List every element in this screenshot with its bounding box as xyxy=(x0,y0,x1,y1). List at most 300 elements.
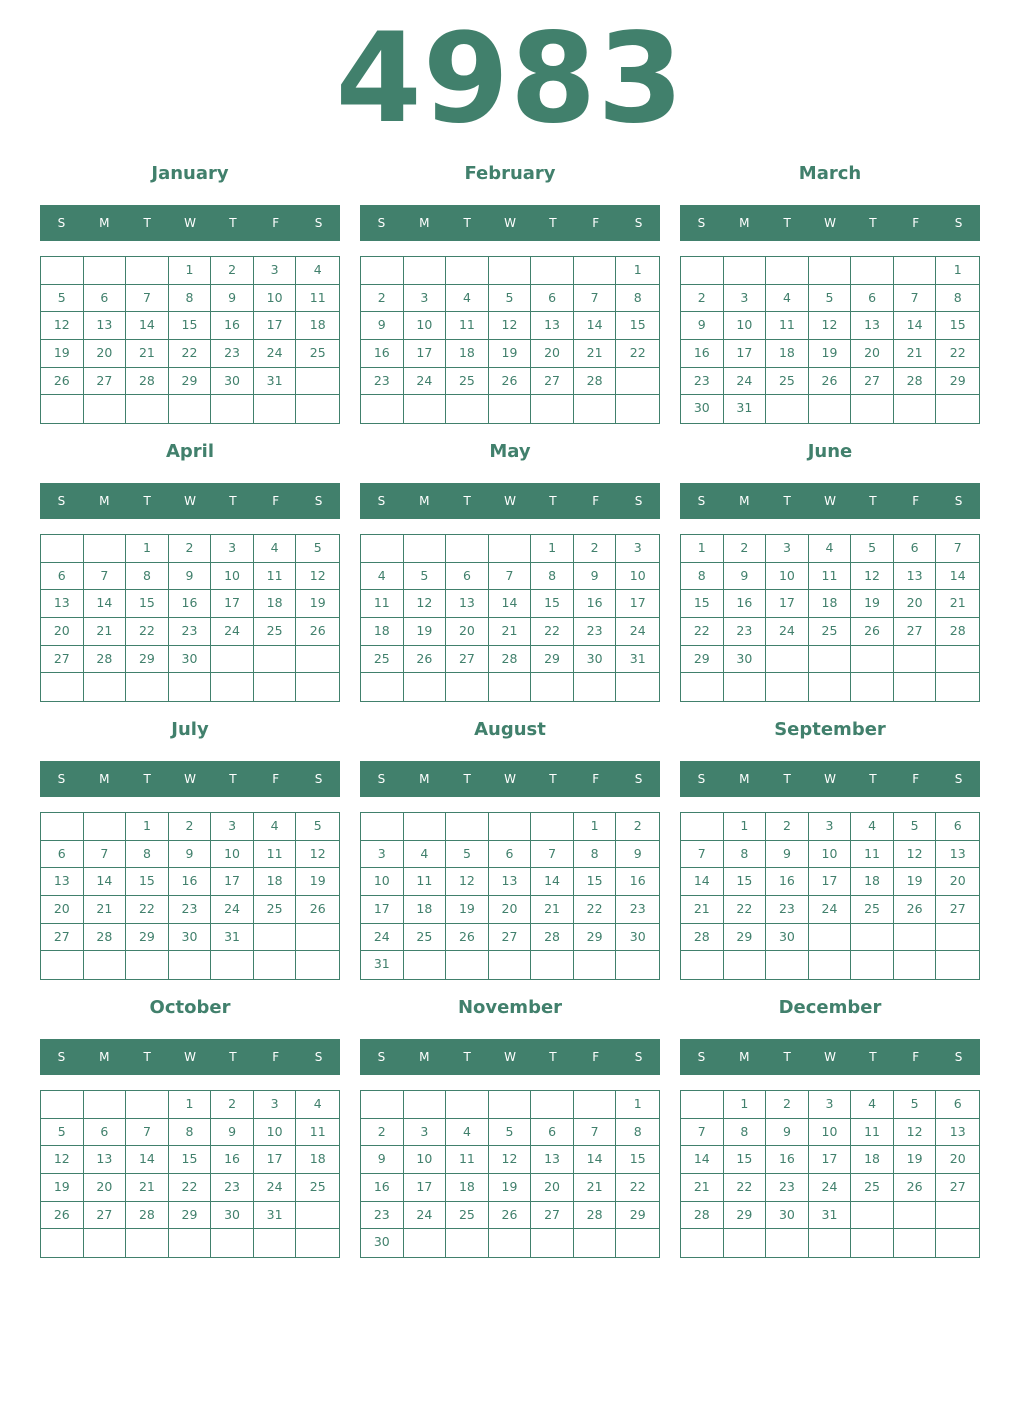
month-name: August xyxy=(474,719,546,740)
day-cell: 17 xyxy=(616,590,659,618)
weekday-label: T xyxy=(143,1050,151,1064)
day-cell: 15 xyxy=(616,312,659,340)
day-cell: 16 xyxy=(169,590,212,618)
day-cell xyxy=(531,673,574,701)
day-cell xyxy=(894,951,937,979)
day-cell: 24 xyxy=(254,1174,297,1202)
day-cell xyxy=(489,813,532,841)
day-cell: 16 xyxy=(724,590,767,618)
day-cell: 6 xyxy=(489,841,532,869)
day-cell: 28 xyxy=(126,1202,169,1230)
day-cell: 27 xyxy=(41,924,84,952)
day-cell: 25 xyxy=(809,618,852,646)
weekday-label: T xyxy=(869,1050,877,1064)
day-cell xyxy=(254,673,297,701)
day-cell: 29 xyxy=(126,924,169,952)
weekday-label: F xyxy=(592,1050,600,1064)
day-cell xyxy=(766,673,809,701)
day-cell: 27 xyxy=(41,646,84,674)
day-cell: 18 xyxy=(766,340,809,368)
day-cell: 15 xyxy=(126,868,169,896)
weekday-label: T xyxy=(463,1050,471,1064)
day-cell: 29 xyxy=(724,924,767,952)
day-cell: 19 xyxy=(894,868,937,896)
day-cell xyxy=(296,395,339,423)
day-cell xyxy=(84,673,127,701)
day-cell: 30 xyxy=(361,1229,404,1257)
day-cell: 29 xyxy=(936,368,979,396)
day-cell: 23 xyxy=(766,1174,809,1202)
day-cell: 15 xyxy=(724,1146,767,1174)
day-cell xyxy=(169,1229,212,1257)
weekday-label: S xyxy=(314,1050,323,1064)
day-cell: 11 xyxy=(361,590,404,618)
day-cell: 4 xyxy=(361,563,404,591)
day-cell: 27 xyxy=(851,368,894,396)
day-cell: 7 xyxy=(681,1119,724,1147)
weekday-label: W xyxy=(824,772,836,786)
day-cell: 15 xyxy=(531,590,574,618)
day-cell: 25 xyxy=(404,924,447,952)
day-cell: 2 xyxy=(361,285,404,313)
day-cell xyxy=(296,646,339,674)
day-cell: 20 xyxy=(851,340,894,368)
day-cell: 23 xyxy=(574,618,617,646)
day-cell: 9 xyxy=(211,285,254,313)
day-cell: 26 xyxy=(404,646,447,674)
day-cell: 24 xyxy=(766,618,809,646)
day-cell: 25 xyxy=(766,368,809,396)
day-cell: 27 xyxy=(936,896,979,924)
day-cell: 21 xyxy=(574,1174,617,1202)
day-cell: 3 xyxy=(404,1119,447,1147)
day-cell xyxy=(84,1091,127,1119)
weekday-label: S xyxy=(697,494,706,508)
day-cell: 6 xyxy=(936,1091,979,1119)
day-cell: 4 xyxy=(809,535,852,563)
weekday-label: T xyxy=(783,216,791,230)
day-cell: 3 xyxy=(361,841,404,869)
day-cell: 1 xyxy=(531,535,574,563)
weekday-label: T xyxy=(143,494,151,508)
day-cell xyxy=(936,673,979,701)
day-cell: 15 xyxy=(126,590,169,618)
day-cell: 6 xyxy=(531,1119,574,1147)
day-cell: 13 xyxy=(84,312,127,340)
day-cell xyxy=(169,395,212,423)
weekday-label: S xyxy=(57,1050,66,1064)
day-cell: 16 xyxy=(211,312,254,340)
day-cell: 2 xyxy=(616,813,659,841)
day-cell xyxy=(489,951,532,979)
day-cell: 1 xyxy=(616,1091,659,1119)
day-cell xyxy=(126,257,169,285)
day-cell: 18 xyxy=(446,1174,489,1202)
day-cell: 18 xyxy=(296,1146,339,1174)
day-cell xyxy=(84,257,127,285)
month-name: October xyxy=(149,997,231,1018)
weekday-header xyxy=(40,761,340,797)
day-cell: 5 xyxy=(41,1119,84,1147)
day-cell xyxy=(41,257,84,285)
day-cell xyxy=(84,1229,127,1257)
day-cell: 17 xyxy=(766,590,809,618)
day-cell: 26 xyxy=(489,1202,532,1230)
weekday-label: T xyxy=(869,494,877,508)
day-cell: 12 xyxy=(894,841,937,869)
weekday-label: M xyxy=(419,1050,430,1064)
day-grid xyxy=(680,534,980,702)
month-name: June xyxy=(807,441,853,462)
day-cell: 28 xyxy=(574,1202,617,1230)
day-cell: 8 xyxy=(126,841,169,869)
weekday-label: S xyxy=(954,494,963,508)
day-cell: 24 xyxy=(361,924,404,952)
day-cell: 28 xyxy=(84,646,127,674)
weekday-label: S xyxy=(377,216,386,230)
day-cell: 3 xyxy=(766,535,809,563)
day-cell: 2 xyxy=(766,1091,809,1119)
day-cell xyxy=(41,535,84,563)
day-cell xyxy=(489,1229,532,1257)
weekday-label: S xyxy=(697,1050,706,1064)
day-cell xyxy=(296,951,339,979)
day-cell xyxy=(296,924,339,952)
day-cell: 31 xyxy=(809,1202,852,1230)
day-cell xyxy=(809,951,852,979)
day-cell xyxy=(254,951,297,979)
day-cell: 18 xyxy=(404,896,447,924)
day-cell xyxy=(894,924,937,952)
weekday-label: F xyxy=(592,216,600,230)
day-cell xyxy=(404,535,447,563)
day-cell: 28 xyxy=(894,368,937,396)
weekday-label: T xyxy=(549,1050,557,1064)
weekday-label: T xyxy=(783,772,791,786)
day-cell: 5 xyxy=(489,285,532,313)
day-cell: 20 xyxy=(489,896,532,924)
day-cell: 25 xyxy=(296,340,339,368)
day-cell xyxy=(531,951,574,979)
day-cell: 22 xyxy=(531,618,574,646)
day-cell: 29 xyxy=(126,646,169,674)
day-cell: 11 xyxy=(296,285,339,313)
day-cell: 18 xyxy=(296,312,339,340)
weekday-label: S xyxy=(57,772,66,786)
day-cell: 2 xyxy=(681,285,724,313)
day-cell xyxy=(894,257,937,285)
day-cell: 3 xyxy=(724,285,767,313)
day-cell: 13 xyxy=(489,868,532,896)
day-cell: 11 xyxy=(851,1119,894,1147)
day-cell xyxy=(404,395,447,423)
day-cell xyxy=(724,1229,767,1257)
day-cell xyxy=(211,1229,254,1257)
day-cell: 7 xyxy=(84,841,127,869)
day-cell: 12 xyxy=(894,1119,937,1147)
day-cell xyxy=(126,1091,169,1119)
weekday-label: S xyxy=(697,772,706,786)
day-cell xyxy=(574,951,617,979)
day-cell: 25 xyxy=(296,1174,339,1202)
day-cell: 7 xyxy=(936,535,979,563)
day-cell: 8 xyxy=(169,285,212,313)
day-cell xyxy=(681,1229,724,1257)
day-cell: 20 xyxy=(531,1174,574,1202)
day-cell: 22 xyxy=(616,1174,659,1202)
weekday-label: T xyxy=(463,772,471,786)
day-cell: 28 xyxy=(531,924,574,952)
day-cell: 29 xyxy=(574,924,617,952)
day-cell: 13 xyxy=(851,312,894,340)
day-cell: 24 xyxy=(809,896,852,924)
weekday-label: T xyxy=(549,772,557,786)
day-cell: 7 xyxy=(574,1119,617,1147)
day-cell: 1 xyxy=(126,535,169,563)
weekday-label: M xyxy=(739,216,750,230)
day-cell: 8 xyxy=(616,1119,659,1147)
day-cell xyxy=(851,951,894,979)
weekday-label: S xyxy=(377,1050,386,1064)
day-cell: 6 xyxy=(41,563,84,591)
day-cell xyxy=(296,673,339,701)
day-cell: 15 xyxy=(616,1146,659,1174)
day-cell xyxy=(936,1229,979,1257)
day-cell: 12 xyxy=(489,312,532,340)
day-cell: 5 xyxy=(894,1091,937,1119)
day-cell: 5 xyxy=(404,563,447,591)
day-cell: 9 xyxy=(169,563,212,591)
day-cell: 2 xyxy=(211,257,254,285)
day-cell xyxy=(296,1202,339,1230)
day-cell: 23 xyxy=(169,618,212,646)
day-cell: 13 xyxy=(531,312,574,340)
weekday-label: F xyxy=(272,772,280,786)
day-cell: 21 xyxy=(574,340,617,368)
day-cell: 9 xyxy=(211,1119,254,1147)
day-cell xyxy=(681,951,724,979)
day-cell: 19 xyxy=(296,590,339,618)
day-cell xyxy=(41,1091,84,1119)
day-cell: 4 xyxy=(296,1091,339,1119)
day-cell: 1 xyxy=(616,257,659,285)
day-cell: 11 xyxy=(254,563,297,591)
day-cell: 16 xyxy=(361,340,404,368)
day-cell xyxy=(84,535,127,563)
day-cell xyxy=(254,646,297,674)
day-cell xyxy=(766,646,809,674)
weekday-label: M xyxy=(419,216,430,230)
day-cell: 15 xyxy=(169,1146,212,1174)
day-cell: 26 xyxy=(296,896,339,924)
day-cell: 21 xyxy=(894,340,937,368)
weekday-label: M xyxy=(739,772,750,786)
weekday-label: F xyxy=(912,772,920,786)
weekday-label: W xyxy=(824,1050,836,1064)
day-cell: 9 xyxy=(681,312,724,340)
day-cell: 6 xyxy=(84,1119,127,1147)
day-cell xyxy=(404,813,447,841)
day-cell: 5 xyxy=(296,535,339,563)
day-cell: 26 xyxy=(41,368,84,396)
weekday-label: W xyxy=(184,216,196,230)
day-cell xyxy=(41,673,84,701)
weekday-header xyxy=(360,761,660,797)
day-cell: 17 xyxy=(809,1146,852,1174)
day-cell: 8 xyxy=(681,563,724,591)
day-cell: 24 xyxy=(211,896,254,924)
day-cell xyxy=(936,395,979,423)
day-cell: 4 xyxy=(766,285,809,313)
day-cell: 14 xyxy=(126,1146,169,1174)
day-cell: 19 xyxy=(41,340,84,368)
day-cell: 21 xyxy=(936,590,979,618)
weekday-label: S xyxy=(634,494,643,508)
weekday-label: S xyxy=(634,216,643,230)
day-cell xyxy=(126,395,169,423)
day-cell: 19 xyxy=(446,896,489,924)
day-cell: 30 xyxy=(169,924,212,952)
day-cell: 16 xyxy=(766,1146,809,1174)
day-cell xyxy=(446,535,489,563)
day-cell: 7 xyxy=(84,563,127,591)
day-cell: 27 xyxy=(489,924,532,952)
day-cell: 8 xyxy=(531,563,574,591)
weekday-label: F xyxy=(912,216,920,230)
weekday-label: M xyxy=(99,494,110,508)
day-cell: 10 xyxy=(211,841,254,869)
day-cell: 10 xyxy=(404,312,447,340)
weekday-label: W xyxy=(504,1050,516,1064)
day-cell: 25 xyxy=(446,368,489,396)
day-cell: 13 xyxy=(936,1119,979,1147)
day-cell: 10 xyxy=(616,563,659,591)
day-grid xyxy=(40,1090,340,1258)
day-cell: 17 xyxy=(254,1146,297,1174)
day-cell: 6 xyxy=(894,535,937,563)
day-cell: 10 xyxy=(404,1146,447,1174)
day-cell: 28 xyxy=(84,924,127,952)
day-cell xyxy=(851,646,894,674)
day-cell xyxy=(41,1229,84,1257)
day-cell: 16 xyxy=(361,1174,404,1202)
day-cell xyxy=(169,673,212,701)
day-cell xyxy=(766,951,809,979)
day-cell: 21 xyxy=(126,1174,169,1202)
day-cell xyxy=(211,395,254,423)
day-cell: 30 xyxy=(211,1202,254,1230)
weekday-label: M xyxy=(739,494,750,508)
day-cell: 30 xyxy=(681,395,724,423)
day-cell xyxy=(894,1229,937,1257)
day-cell: 15 xyxy=(936,312,979,340)
day-cell: 23 xyxy=(169,896,212,924)
day-cell: 20 xyxy=(446,618,489,646)
day-cell: 26 xyxy=(446,924,489,952)
day-cell: 25 xyxy=(254,618,297,646)
day-cell: 28 xyxy=(574,368,617,396)
day-cell: 10 xyxy=(254,1119,297,1147)
day-grid xyxy=(360,534,660,702)
day-cell xyxy=(489,257,532,285)
weekday-label: F xyxy=(592,494,600,508)
day-cell: 30 xyxy=(169,646,212,674)
weekday-label: T xyxy=(229,1050,237,1064)
day-cell xyxy=(574,257,617,285)
day-cell xyxy=(809,1229,852,1257)
day-cell: 25 xyxy=(446,1202,489,1230)
weekday-label: S xyxy=(314,772,323,786)
day-cell xyxy=(809,257,852,285)
day-cell: 16 xyxy=(616,868,659,896)
day-cell: 29 xyxy=(169,368,212,396)
day-cell: 4 xyxy=(851,813,894,841)
day-cell: 7 xyxy=(574,285,617,313)
day-cell: 29 xyxy=(616,1202,659,1230)
day-cell: 15 xyxy=(724,868,767,896)
weekday-header xyxy=(680,483,980,519)
month-name: July xyxy=(171,719,209,740)
day-cell: 9 xyxy=(616,841,659,869)
day-cell: 4 xyxy=(254,813,297,841)
day-cell: 18 xyxy=(809,590,852,618)
weekday-label: M xyxy=(99,772,110,786)
day-cell: 7 xyxy=(894,285,937,313)
day-cell xyxy=(766,395,809,423)
day-cell: 1 xyxy=(724,1091,767,1119)
month-name: April xyxy=(165,441,215,462)
day-cell: 30 xyxy=(766,924,809,952)
day-cell: 17 xyxy=(254,312,297,340)
day-cell: 10 xyxy=(254,285,297,313)
day-cell: 21 xyxy=(126,340,169,368)
day-cell: 3 xyxy=(211,535,254,563)
day-cell xyxy=(616,395,659,423)
day-cell: 31 xyxy=(254,1202,297,1230)
day-cell xyxy=(361,813,404,841)
day-cell: 23 xyxy=(361,368,404,396)
weekday-label: M xyxy=(739,1050,750,1064)
day-cell: 29 xyxy=(724,1202,767,1230)
weekday-label: F xyxy=(592,772,600,786)
day-cell: 5 xyxy=(296,813,339,841)
day-cell: 16 xyxy=(766,868,809,896)
day-cell: 30 xyxy=(766,1202,809,1230)
day-cell: 12 xyxy=(296,841,339,869)
weekday-label: T xyxy=(463,216,471,230)
weekday-label: M xyxy=(99,1050,110,1064)
month-name: March xyxy=(798,163,862,184)
day-cell xyxy=(616,673,659,701)
day-cell: 6 xyxy=(446,563,489,591)
month-name: February xyxy=(464,163,556,184)
day-cell: 11 xyxy=(809,563,852,591)
day-cell xyxy=(211,951,254,979)
day-cell: 11 xyxy=(446,312,489,340)
day-cell: 18 xyxy=(851,1146,894,1174)
day-cell xyxy=(531,395,574,423)
day-cell: 6 xyxy=(851,285,894,313)
day-grid xyxy=(40,812,340,980)
day-cell: 19 xyxy=(489,1174,532,1202)
weekday-label: F xyxy=(272,494,280,508)
day-cell: 28 xyxy=(936,618,979,646)
day-cell: 30 xyxy=(574,646,617,674)
day-cell: 26 xyxy=(296,618,339,646)
day-cell xyxy=(126,1229,169,1257)
day-cell xyxy=(531,1091,574,1119)
day-cell: 20 xyxy=(84,1174,127,1202)
